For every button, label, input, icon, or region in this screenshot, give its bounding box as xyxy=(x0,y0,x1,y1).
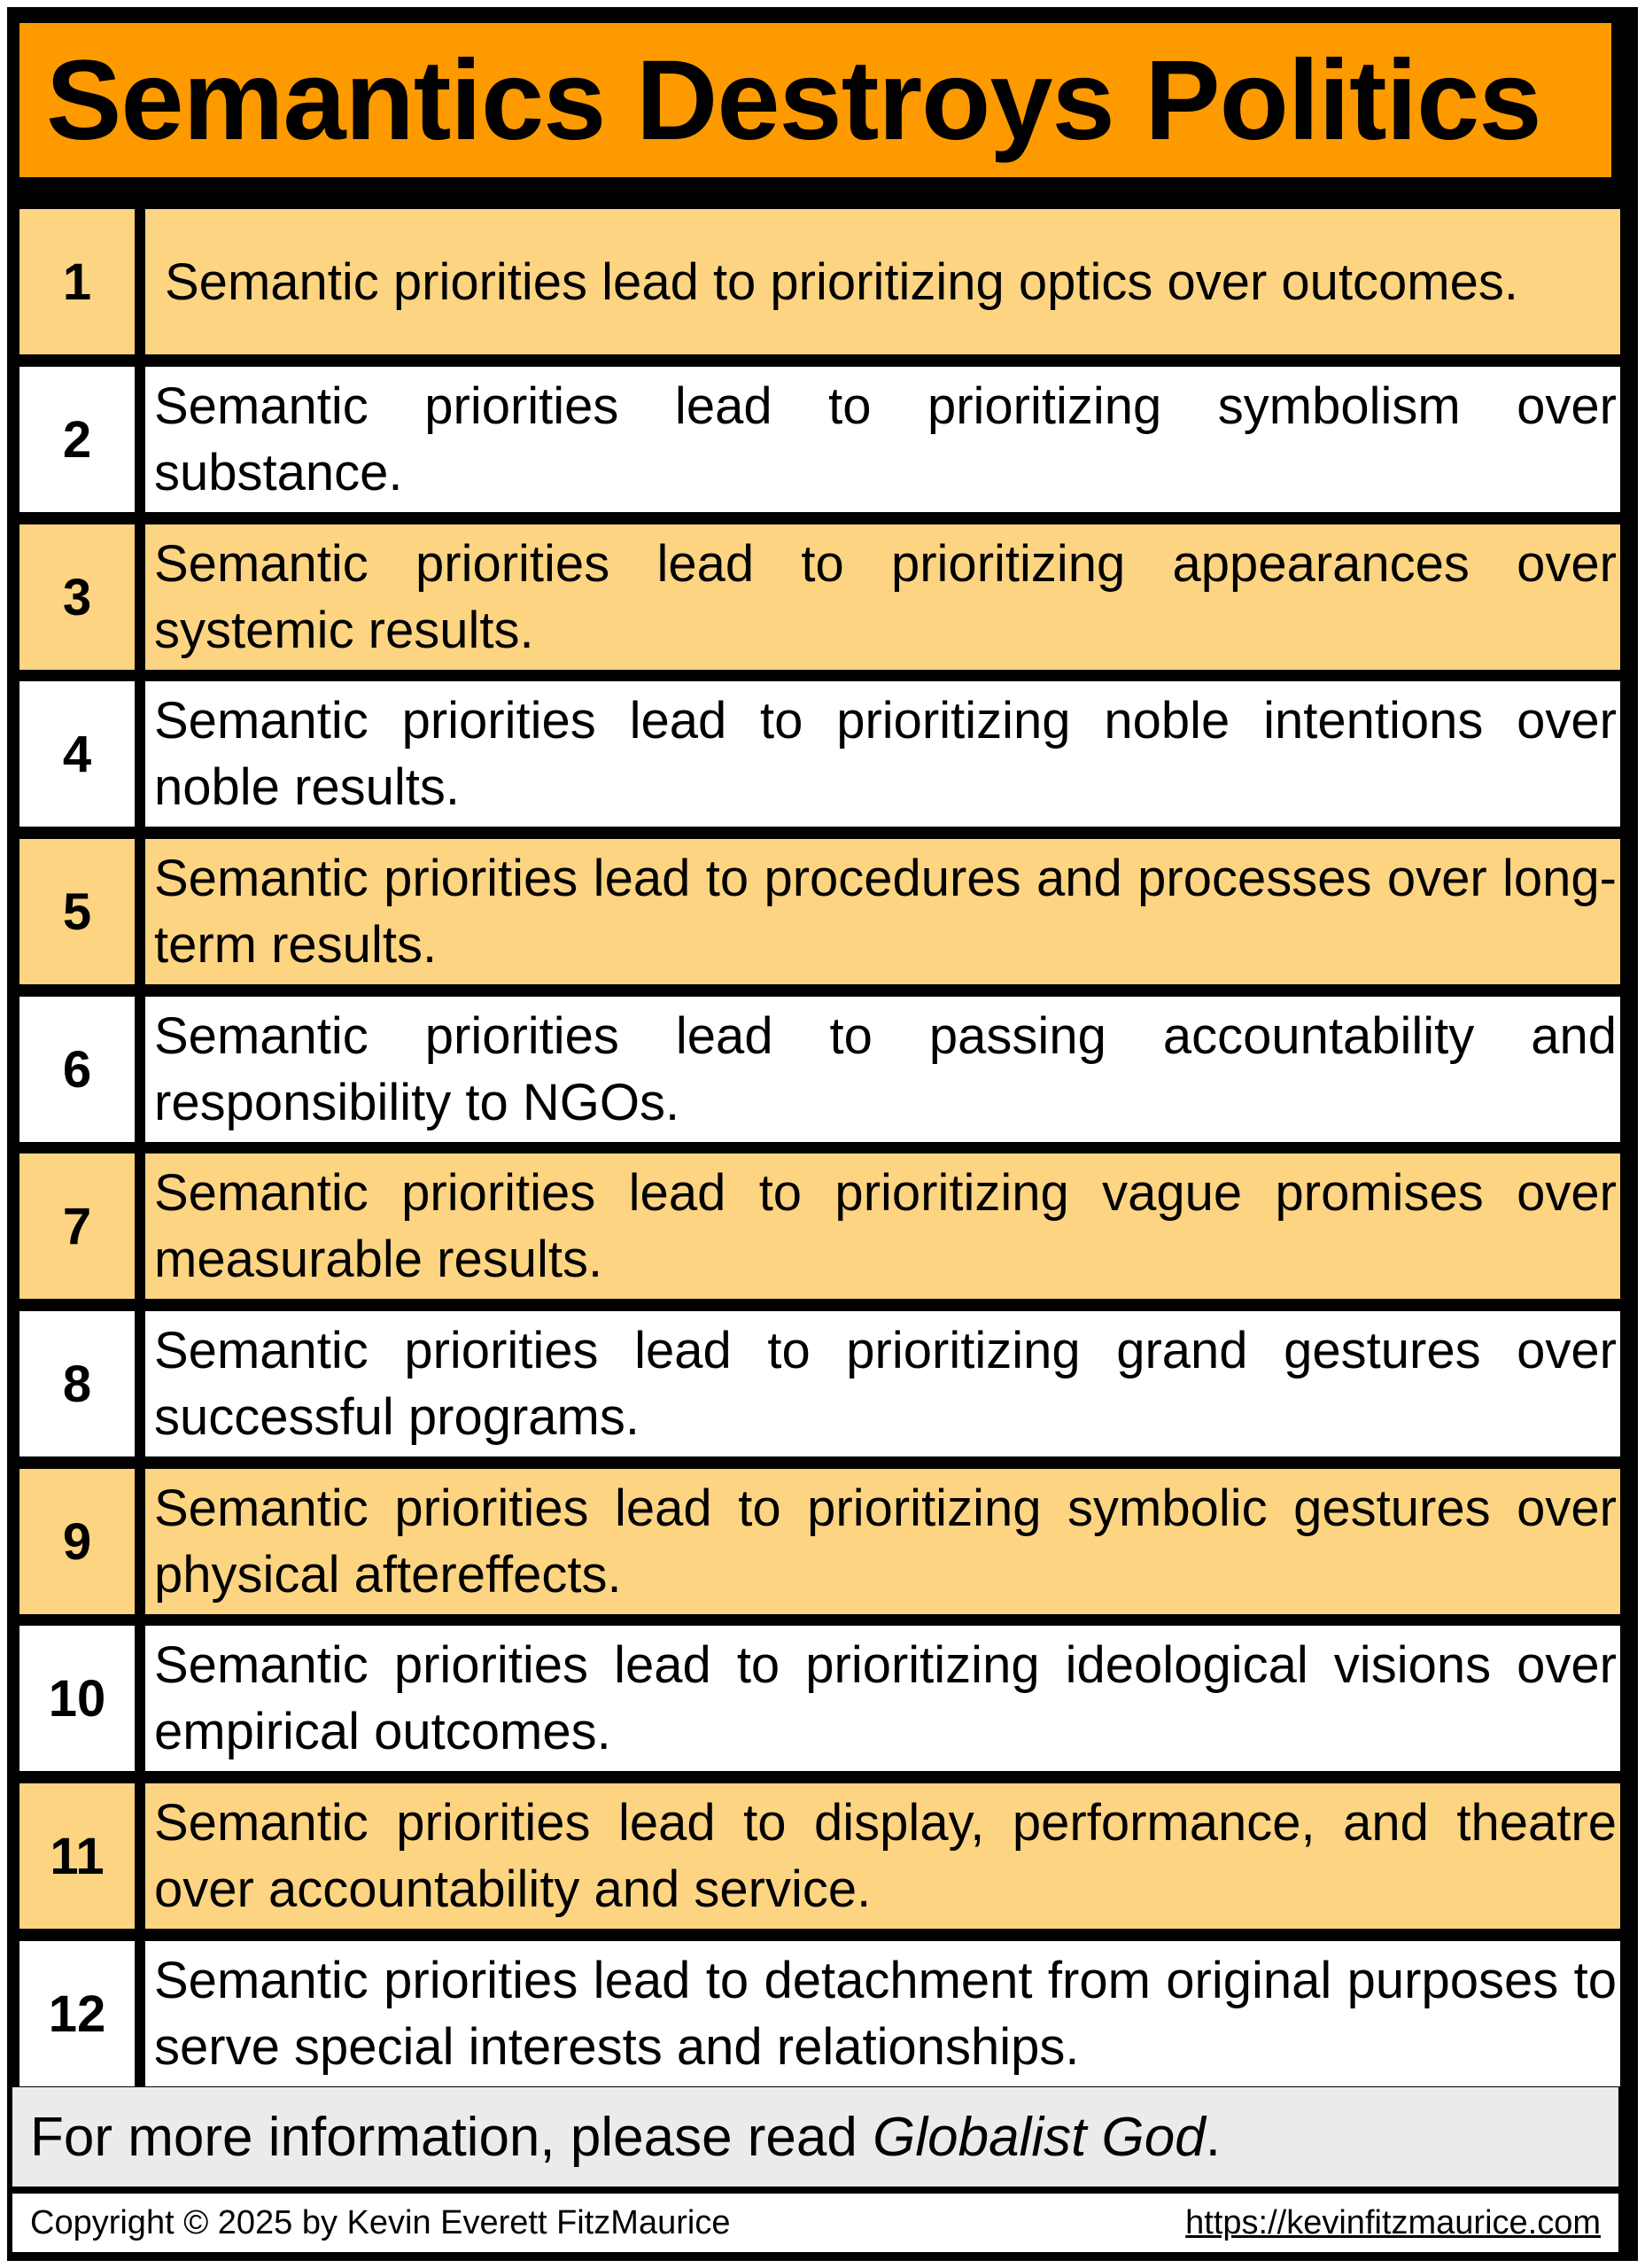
list-item-1 xyxy=(19,209,1626,354)
item-text: Semantic priorities lead to prioritizing appearances over systemic results. xyxy=(154,535,1617,659)
list-item-8 xyxy=(19,1311,1626,1456)
more-info-prefix: For more information, please read xyxy=(30,2106,873,2168)
item-text: Semantic priorities lead to prioritizing vague promises over measurable results. xyxy=(154,1164,1617,1288)
item-number: 8 xyxy=(19,1311,135,1456)
list-item-2 xyxy=(19,367,1626,512)
item-text-cell xyxy=(145,1311,1620,1456)
item-text-cell xyxy=(145,1626,1620,1771)
list-item-7 xyxy=(19,1153,1626,1299)
item-text-cell xyxy=(145,839,1620,984)
item-text-cell xyxy=(145,1783,1620,1929)
item-text: Semantic priorities lead to prioritizing symbolic gestures over physical aftereffects. xyxy=(154,1480,1617,1604)
item-text: Semantic priorities lead to display, performance, and theatre over accountability and service. xyxy=(154,1794,1617,1918)
item-number: 2 xyxy=(19,367,135,512)
website-link[interactable]: https://kevinfitzmaurice.com xyxy=(1185,2203,1601,2241)
list-item-5 xyxy=(19,839,1626,984)
item-number: 3 xyxy=(19,524,135,670)
list-item-11 xyxy=(19,1783,1626,1929)
item-number: 6 xyxy=(19,997,135,1142)
item-number: 9 xyxy=(19,1469,135,1614)
item-text-cell xyxy=(145,1941,1620,2086)
item-text-cell xyxy=(145,367,1620,512)
item-number: 12 xyxy=(19,1941,135,2086)
book-title: Globalist God xyxy=(873,2106,1206,2168)
item-number: 11 xyxy=(19,1783,135,1929)
item-text-cell xyxy=(145,997,1620,1142)
item-text-cell xyxy=(145,681,1620,827)
list-item-12 xyxy=(19,1941,1626,2086)
more-info-banner xyxy=(12,2087,1618,2186)
item-text: Semantic priorities lead to prioritizing ideological visions over empirical outcomes. xyxy=(154,1636,1617,1760)
item-text-cell xyxy=(145,1469,1620,1614)
footer xyxy=(12,2194,1618,2252)
item-number: 1 xyxy=(19,209,135,354)
list-item-3 xyxy=(19,524,1626,670)
item-text-cell xyxy=(145,524,1620,670)
item-text: Semantic priorities lead to detachment from original purposes to serve special interests and relationships. xyxy=(154,1952,1617,2076)
list-item-4 xyxy=(19,681,1626,827)
list-item-9 xyxy=(19,1469,1626,1614)
list-item-10 xyxy=(19,1626,1626,1771)
item-text: Semantic priorities lead to prioritizing optics over outcomes. xyxy=(165,252,1518,311)
more-info-suffix: . xyxy=(1205,2106,1221,2168)
item-text: Semantic priorities lead to prioritizing grand gestures over successful programs. xyxy=(154,1322,1617,1446)
item-number: 7 xyxy=(19,1153,135,1299)
title-banner xyxy=(12,16,1618,184)
item-number: 5 xyxy=(19,839,135,984)
copyright-notice: Copyright © 2025 by Kevin Everett FitzMaurice xyxy=(30,2203,731,2241)
item-text: Semantic priorities lead to passing accountability and responsibility to NGOs. xyxy=(154,1007,1617,1131)
item-text: Semantic priorities lead to prioritizing noble intentions over noble results. xyxy=(154,692,1617,816)
item-text-cell xyxy=(145,209,1620,354)
item-text: Semantic priorities lead to prioritizing symbolism over substance. xyxy=(154,377,1617,501)
item-number: 4 xyxy=(19,681,135,827)
item-text: Semantic priorities lead to procedures and processes over long-term results. xyxy=(154,850,1617,974)
page-title: Semantics Destroys Politics xyxy=(46,36,1541,164)
item-number: 10 xyxy=(19,1626,135,1771)
list-item-6 xyxy=(19,997,1626,1142)
item-text-cell xyxy=(145,1153,1620,1299)
